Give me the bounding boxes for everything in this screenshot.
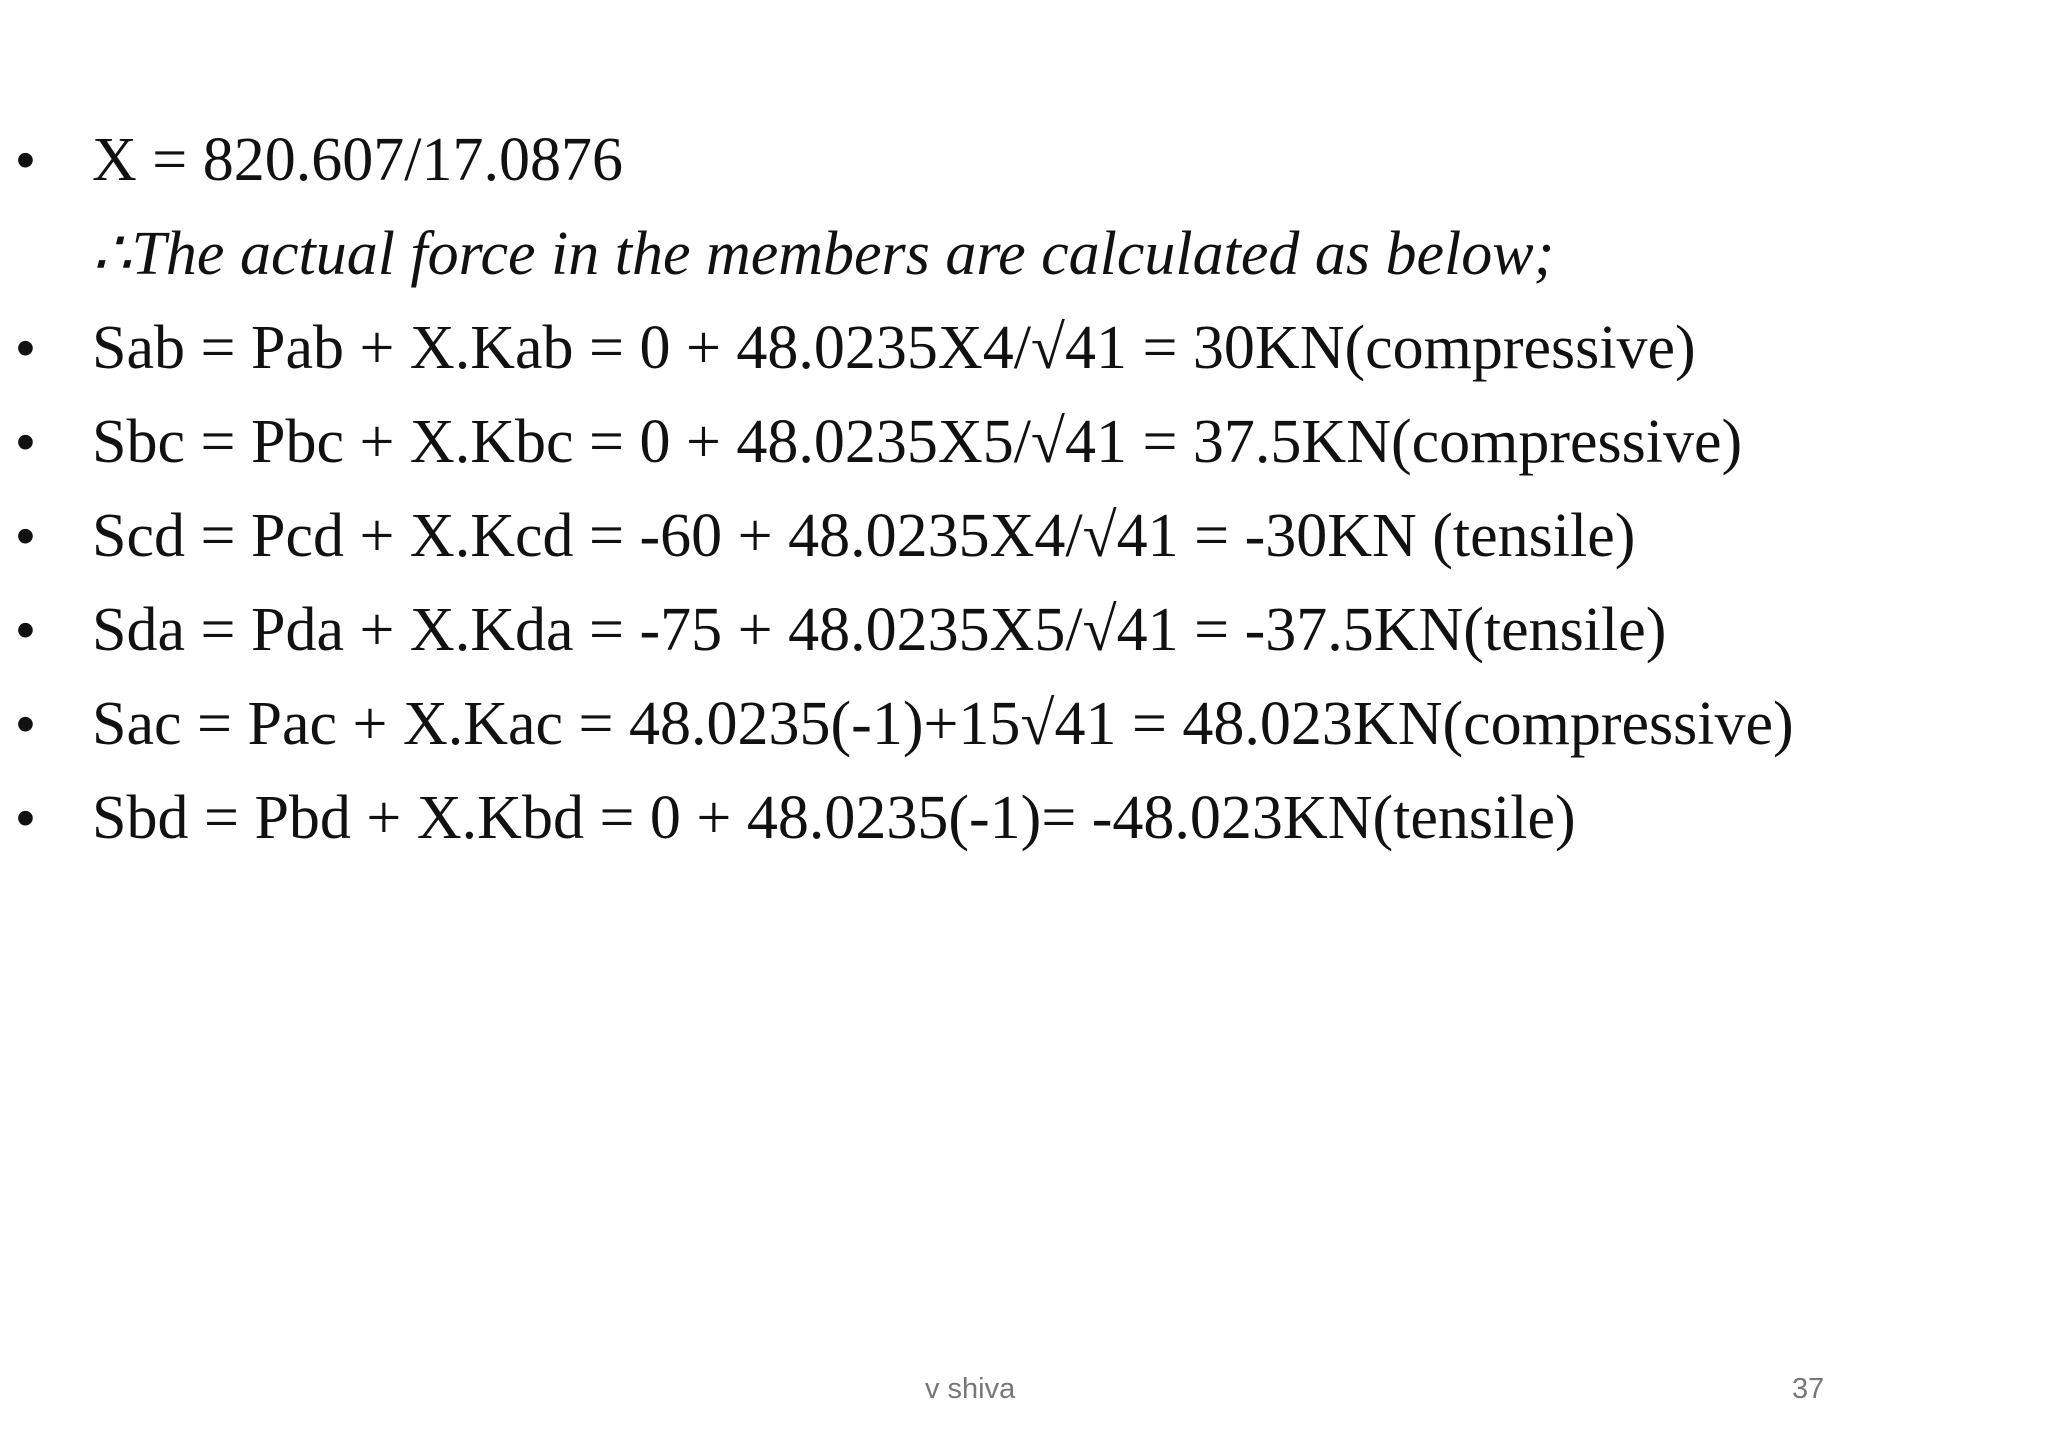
list-item-sbc — [16, 402, 1966, 482]
list-item-sab — [16, 308, 1966, 388]
item-text: Sab = Pab + X.Kab = 0 + 48.0235X4/√41 = 30KN(compressive) — [92, 314, 1696, 382]
footer-author: v shiva — [925, 1373, 1016, 1405]
bullet-icon: • — [16, 318, 35, 378]
page-number: 37 — [1792, 1373, 1825, 1405]
bullet-icon: • — [16, 788, 35, 848]
list-item-sbd — [16, 778, 1966, 858]
bullet-list — [16, 120, 1966, 872]
bullet-icon: • — [16, 130, 35, 190]
item-text: ∴The actual force in the members are calculated as below; — [92, 220, 1555, 288]
list-item-x-value — [16, 120, 1966, 200]
item-text: Sbd = Pbd + X.Kbd = 0 + 48.0235(-1)= -48.023KN(tensile) — [92, 784, 1576, 852]
item-text: X = 820.607/17.0876 — [92, 126, 623, 194]
list-item-scd — [16, 496, 1966, 576]
item-text: Sac = Pac + X.Kac = 48.0235(-1)+15√41 = 48.023KN(compressive) — [92, 690, 1794, 758]
list-item-sda — [16, 590, 1966, 670]
bullet-icon: • — [16, 412, 35, 472]
bullet-icon: • — [16, 506, 35, 566]
item-text: Scd = Pcd + X.Kcd = -60 + 48.0235X4/√41 = -30KN (tensile) — [92, 502, 1636, 570]
item-text: Sda = Pda + X.Kda = -75 + 48.0235X5/√41 = -37.5KN(tensile) — [92, 596, 1667, 664]
bullet-icon: • — [16, 600, 35, 660]
list-item-sac — [16, 684, 1966, 764]
bullet-icon: • — [16, 694, 35, 754]
item-text: Sbc = Pbc + X.Kbc = 0 + 48.0235X5/√41 = 37.5KN(compressive) — [92, 408, 1743, 476]
list-item-actual-force-note — [16, 214, 1966, 294]
